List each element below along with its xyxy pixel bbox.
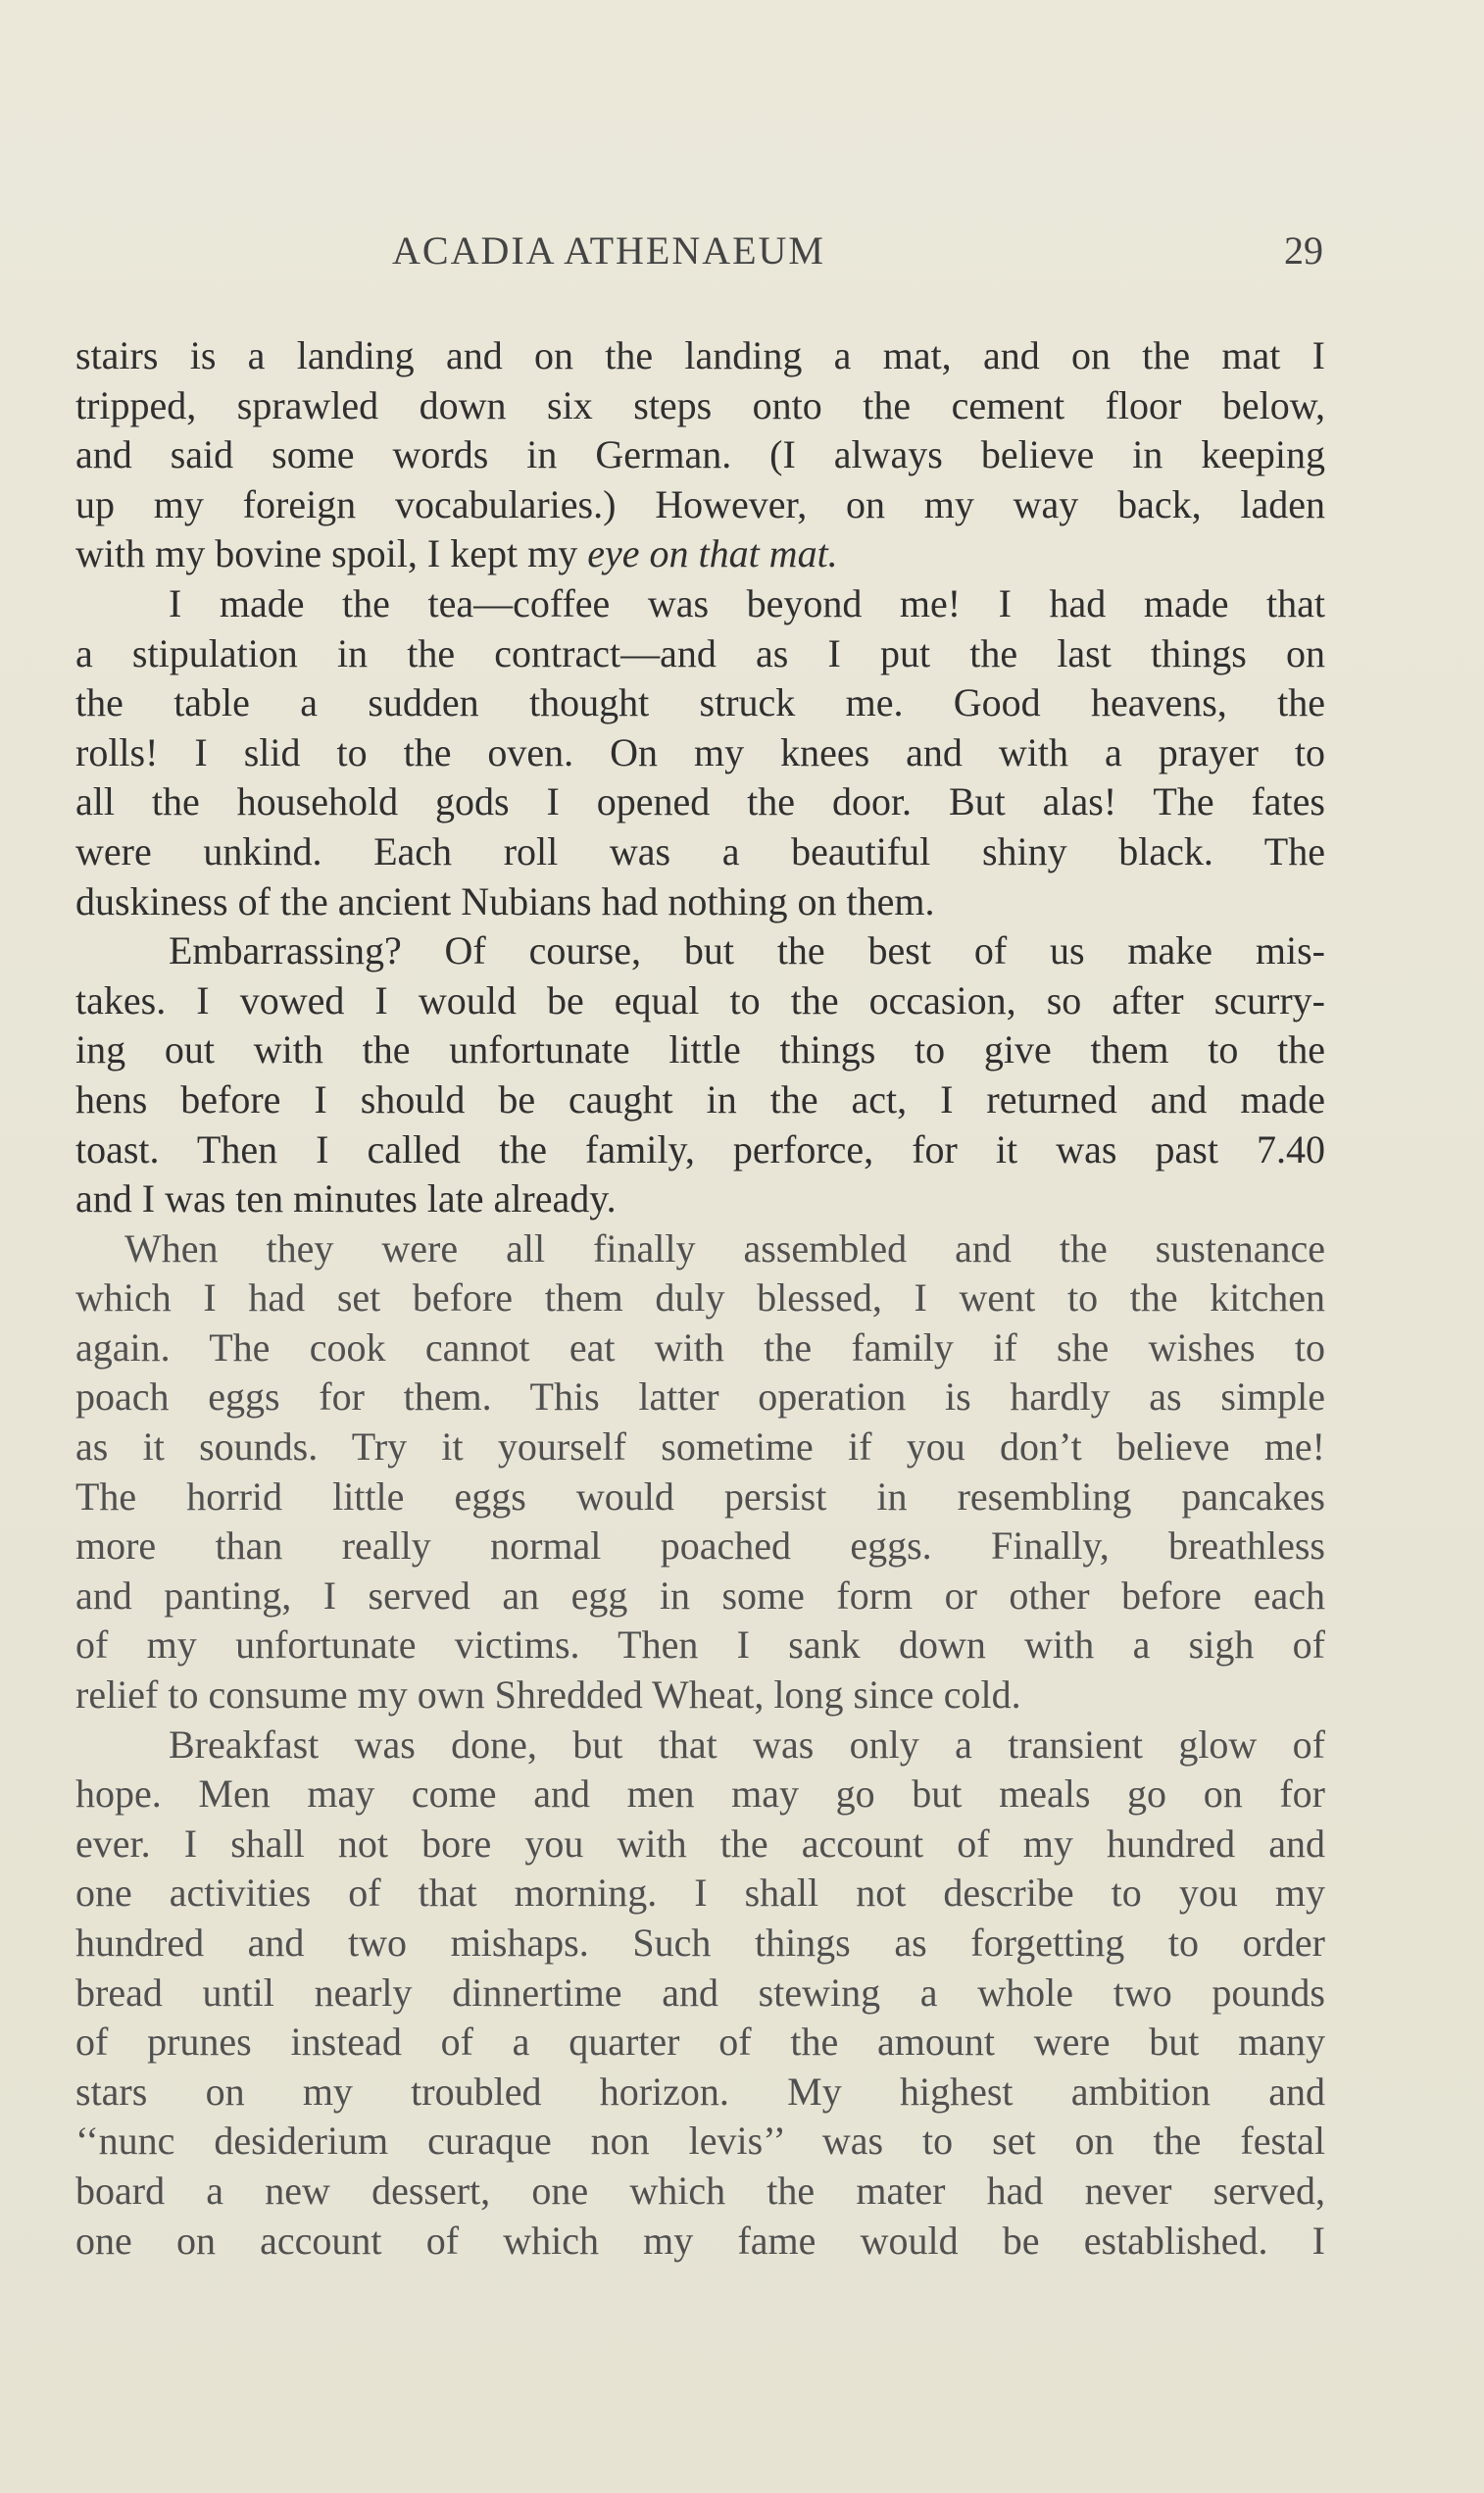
body-text: [75, 331, 1325, 2266]
text-line: hope. Men may come and men may go but meals go on for: [75, 1771, 1325, 1817]
paragraph-start: When they were all finally assembled and the sustenance: [124, 1225, 1325, 1271]
running-head: ACADIA ATHENAEUM: [392, 228, 825, 273]
text-line: bread until nearly dinnertime and stewing a whole two pounds: [75, 1969, 1325, 2015]
text-line: and said some words in German. (I always believe in keeping: [75, 432, 1325, 477]
text-line: hens before I should be caught in the act, I returned and made: [75, 1076, 1325, 1122]
text-line: of my unfortunate victims. Then I sank down with a sigh of: [75, 1622, 1325, 1668]
text-line: again. The cook cannot eat with the family if she wishes to: [75, 1324, 1325, 1370]
text-line: rolls! I slid to the oven. On my knees and with a prayer to: [75, 729, 1325, 774]
page-header: [74, 227, 1323, 286]
text-line: a stipulation in the contract—and as I put the last things on: [75, 630, 1325, 675]
text-line: of prunes instead of a quarter of the amount were but many: [75, 2019, 1325, 2065]
text-line: ever. I shall not bore you with the account of my hundred and: [75, 1820, 1325, 1866]
text-line: which I had set before them duly blessed, I went to the kitchen: [75, 1275, 1325, 1321]
text-line: up my foreign vocabularies.) However, on my way back, laden: [75, 481, 1325, 526]
text-line: ‘‘nunc desiderium curaque non levis’’ was to set on the festal: [75, 2119, 1325, 2164]
text-line: poach eggs for them. This latter operation is hardly as simple: [75, 1374, 1325, 1420]
text-line: one on account of which my fame would be established. I: [75, 2218, 1325, 2263]
paragraph-start: Embarrassing? Of course, but the best of us make mis-: [169, 928, 1325, 973]
paragraph-start: I made the tea—coffee was beyond me! I had made that: [169, 580, 1325, 625]
text-line: ing out with the unfortunate little things to give them to the: [75, 1027, 1325, 1072]
text-line: board a new dessert, one which the mater had never served,: [75, 2168, 1325, 2213]
text-line: more than really normal poached eggs. Finally, breathless: [75, 1523, 1325, 1569]
text-line: one activities of that morning. I shall not describe to you my: [75, 1870, 1325, 1916]
text-line: the table a sudden thought struck me. Good heavens, the: [75, 680, 1325, 725]
text-line: toast. Then I called the family, perforce, for it was past 7.40: [75, 1126, 1325, 1172]
text-line: as it sounds. Try it yourself sometime if you don’t believe me!: [75, 1424, 1325, 1470]
text-line: stairs is a landing and on the landing a mat, and on the mat I: [75, 333, 1325, 377]
text-line: The horrid little eggs would persist in resembling pancakes: [75, 1473, 1325, 1519]
text-line: all the household gods I opened the door. But alas! The fates: [75, 779, 1325, 824]
text-line: takes. I vowed I would be equal to the occasion, so after scurry-: [75, 977, 1325, 1022]
text-line: duskiness of the ancient Nubians had nothing on them.: [75, 878, 935, 923]
text-line: stars on my troubled horizon. My highest ambition and: [75, 2069, 1325, 2114]
text-line: were unkind. Each roll was a beautiful shiny black. The: [75, 828, 1325, 873]
text-line: relief to consume my own Shredded Wheat, long since cold.: [75, 1672, 1021, 1718]
text-line: and I was ten minutes late already.: [75, 1176, 617, 1222]
text-line: and panting, I served an egg in some form or other before each: [75, 1572, 1325, 1618]
text-line-start: with my bovine spoil, I kept my: [75, 531, 588, 576]
italic-phrase: eye on that mat.: [587, 531, 838, 576]
text-line: hundred and two mishaps. Such things as forgetting to order: [75, 1920, 1325, 1965]
page-number: 29: [1284, 228, 1323, 273]
text-line: tripped, sprawled down six steps onto the cement floor below,: [75, 382, 1325, 427]
paragraph-start: Breakfast was done, but that was only a transient glow of: [169, 1721, 1325, 1767]
text-line: [75, 529, 1325, 579]
